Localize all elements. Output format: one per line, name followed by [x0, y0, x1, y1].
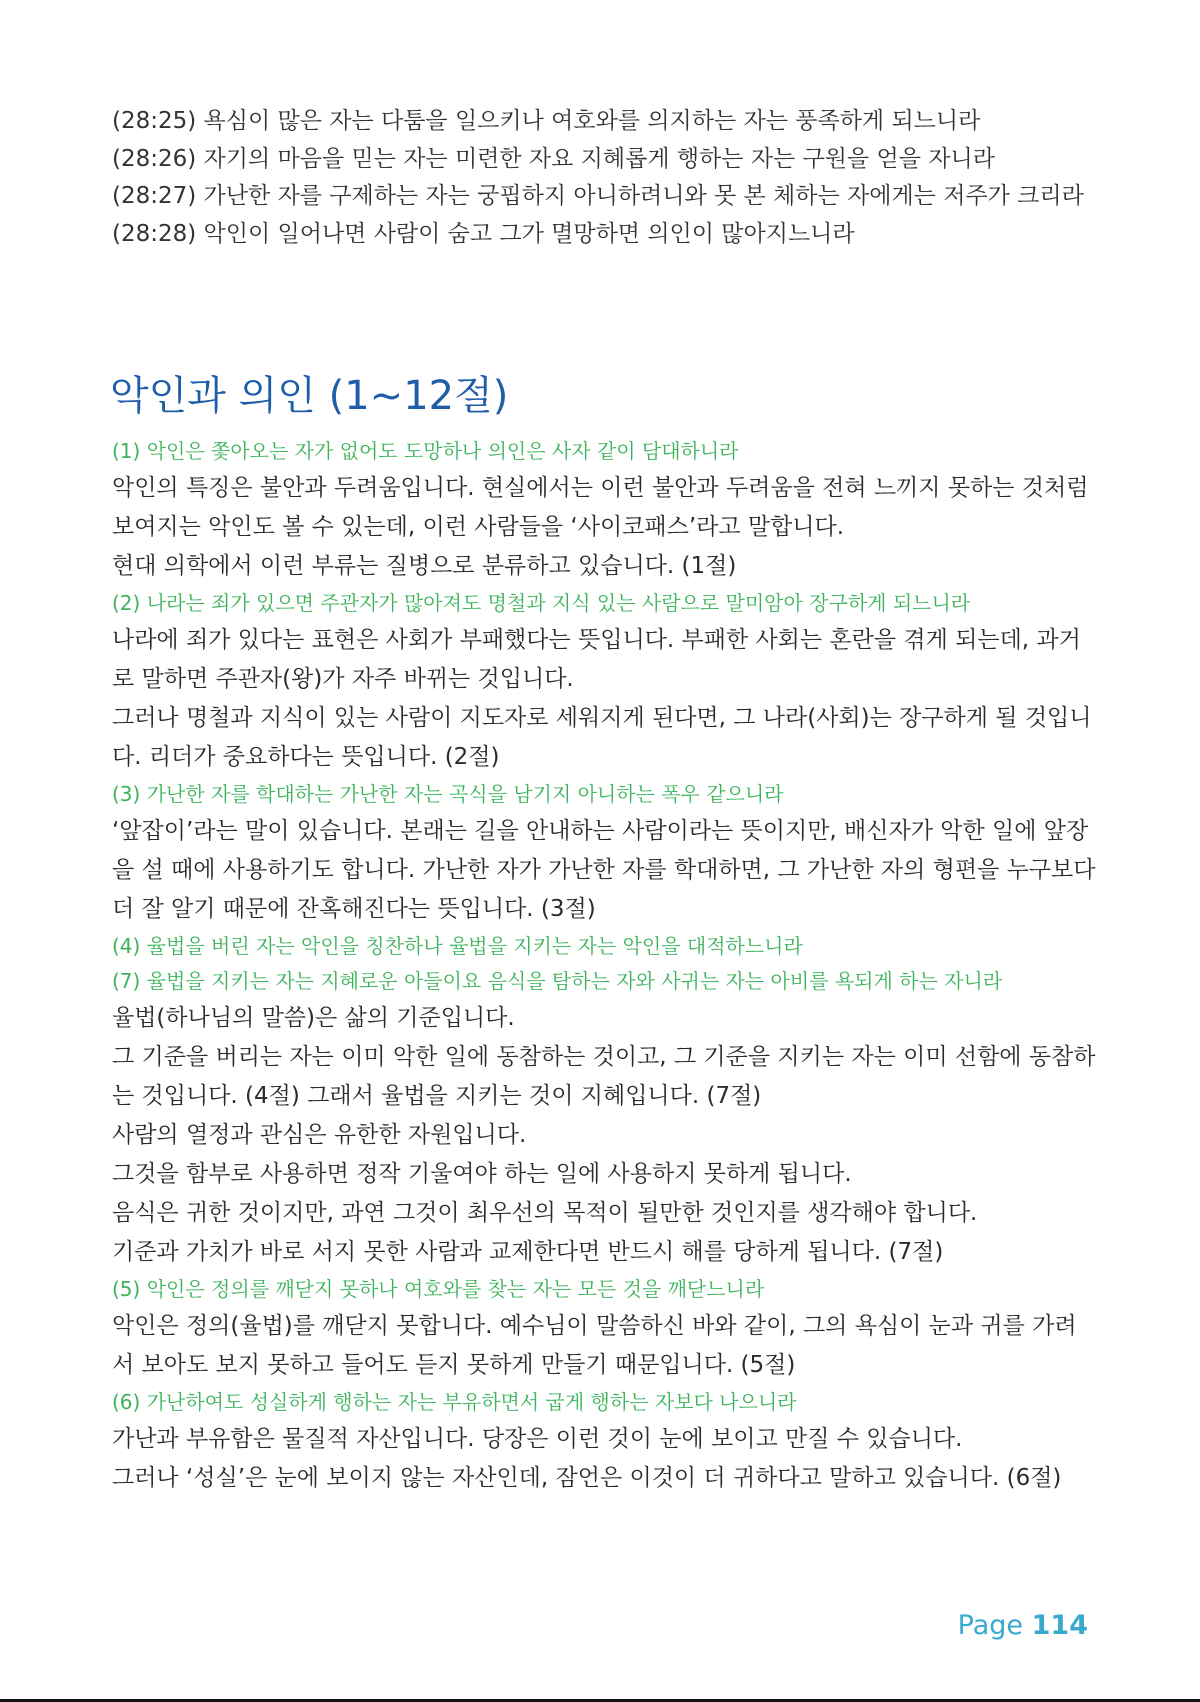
verse-quote: (1) 악인은 쫓아오는 자가 없어도 도망하나 의인은 사자 같이 담대하니라	[112, 439, 739, 463]
body-paragraph: 악인은 정의(율법)를 깨닫지 못합니다. 예수님이 말씀하신 바와 같이, 그의 욕심이 눈과 귀를 가려서 보아도 보지 못하고 들어도 듣지 못하게 만들기 때문입니다. (5절)	[112, 1313, 1077, 1378]
verse-quote: (2) 나라는 죄가 있으면 주관자가 많아져도 명철과 지식 있는 사람으로 말미암아 장구하게 되느니라	[112, 591, 971, 615]
body-paragraph: 가난과 부유함은 물질적 자산입니다. 당장은 이런 것이 눈에 보이고 만질 수 있습니다.	[112, 1426, 963, 1452]
body-paragraph: 음식은 귀한 것이지만, 과연 그것이 최우선의 목적이 될만한 것인지를 생각해야 합니다.	[112, 1200, 978, 1226]
verse-line: (28:26) 자기의 마음을 믿는 자는 미련한 자요 지혜롭게 행하는 자는 구원을 얻을 자니라	[112, 145, 995, 172]
body-paragraph: 기준과 가치가 바로 서지 못한 사람과 교제한다면 반드시 해를 당하게 됩니다. (7절)	[112, 1239, 944, 1265]
body-paragraph: 사람의 열정과 관심은 유한한 자원입니다.	[112, 1122, 527, 1148]
verse-quote: (6) 가난하여도 성실하게 행하는 자는 부유하면서 굽게 행하는 자보다 나으니라	[112, 1390, 797, 1414]
verse-line: (28:28) 악인이 일어나면 사람이 숨고 그가 멸망하면 의인이 많아지느니라	[112, 220, 855, 247]
body-paragraph: 율법(하나님의 말씀)은 삶의 기준입니다.	[112, 1005, 515, 1031]
body-paragraph: ‘앞잡이’라는 말이 있습니다. 본래는 길을 안내하는 사람이라는 뜻이지만, 배신자가 악한 일에 앞장을 설 때에 사용하기도 합니다. 가난한 자가 가난한 자를 학대하면, 그 가난한 자의 형편을 누구보다 더 잘 알기 때문에 잔혹해진다는 뜻입니다. (3절)	[112, 818, 1096, 922]
body-paragraph: 그러나 명철과 지식이 있는 사람이 지도자로 세워지게 된다면, 그 나라(사회)는 장구하게 될 것입니다. 리더가 중요하다는 뜻입니다. (2절)	[112, 705, 1092, 770]
commentary-body	[112, 434, 1097, 1498]
verse-quote: (4) 율법을 버린 자는 악인을 칭찬하나 율법을 지키는 자는 악인을 대적하느니라	[112, 934, 803, 958]
verse-quote: (7) 율법을 지키는 자는 지혜로운 아들이요 음식을 탐하는 자와 사귀는 자는 아비를 욕되게 하는 자니라	[112, 969, 1003, 993]
body-paragraph: 그러나 ‘성실’은 눈에 보이지 않는 자산인데, 잠언은 이것이 더 귀하다고 말하고 있습니다. (6절)	[112, 1465, 1062, 1491]
page-label: Page	[957, 1610, 1024, 1641]
verse-quote: (3) 가난한 자를 학대하는 가난한 자는 곡식을 남기지 아니하는 폭우 같으니라	[112, 782, 784, 806]
verse-line: (28:27) 가난한 자를 구제하는 자는 궁핍하지 아니하려니와 못 본 체하는 자에게는 저주가 크리라	[112, 183, 1084, 209]
body-paragraph: 그 기준을 버리는 자는 이미 악한 일에 동참하는 것이고, 그 기준을 지키는 자는 이미 선함에 동참하는 것입니다. (4절) 그래서 율법을 지키는 것이 지혜입니다. (7절)	[112, 1044, 1096, 1109]
verse-quote: (5) 악인은 정의를 깨닫지 못하나 여호와를 찾는 자는 모든 것을 깨닫느니라	[112, 1277, 765, 1301]
body-paragraph: 현대 의학에서 이런 부류는 질병으로 분류하고 있습니다. (1절)	[112, 553, 737, 579]
section-heading: 악인과 의인 (1~12절)	[110, 373, 509, 419]
body-paragraph: 악인의 특징은 불안과 두려움입니다. 현실에서는 이런 불안과 두려움을 전혀 느끼지 못하는 것처럼 보여지는 악인도 볼 수 있는데, 이런 사람들을 ‘사이코패스’라고 말합니다.	[112, 475, 1089, 540]
page-number	[958, 1610, 1088, 1641]
top-verses	[112, 103, 1092, 253]
page-number-value: 114	[1031, 1610, 1088, 1641]
body-paragraph: 나라에 죄가 있다는 표현은 사회가 부패했다는 뜻입니다. 부패한 사회는 혼란을 겪게 되는데, 과거로 말하면 주관자(왕)가 자주 바뀌는 것입니다.	[112, 627, 1081, 692]
verse-line: (28:25) 욕심이 많은 자는 다툼을 일으키나 여호와를 의지하는 자는 풍족하게 되느니라	[112, 108, 981, 134]
body-paragraph: 그것을 함부로 사용하면 정작 기울여야 하는 일에 사용하지 못하게 됩니다.	[112, 1161, 852, 1187]
